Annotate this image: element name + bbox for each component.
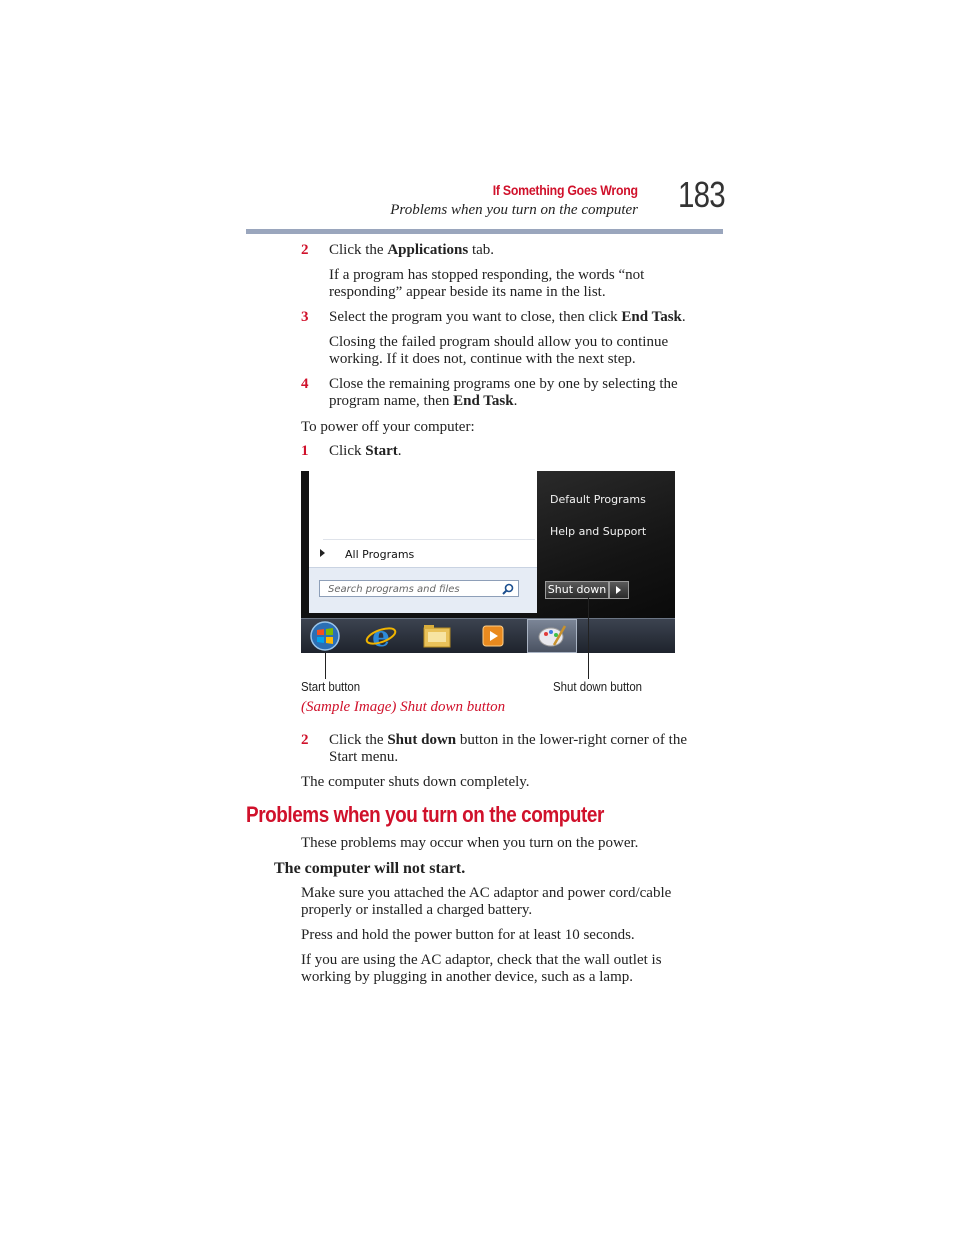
windows-start-orb-icon[interactable] (307, 621, 343, 651)
section-intro: These problems may occur when you turn on the power. (301, 835, 639, 851)
step-number: 4 (301, 376, 309, 392)
step-number: 3 (301, 309, 309, 325)
help-support-item[interactable]: Help and Support (550, 525, 647, 538)
start-menu-left-pane (309, 471, 537, 612)
shuts-down-text: The computer shuts down completely. (301, 774, 530, 790)
arrow-right-icon (320, 549, 325, 557)
paint-taskbar-button[interactable] (527, 619, 577, 653)
paragraph: If you are using the AC adaptor, check that the wall outlet is working by plugging in another device, such as a lamp. (301, 952, 662, 985)
internet-explorer-icon[interactable] (363, 621, 399, 651)
shut-down-options-button[interactable] (609, 581, 629, 599)
paragraph: Make sure you attached the AC adaptor and power cord/cable properly or installed a charged battery. (301, 885, 672, 918)
figure-caption: (Sample Image) Shut down button (301, 699, 506, 715)
shutdown-callout-line (588, 597, 589, 679)
step-text: Click the Applications tab. (329, 242, 495, 258)
step-text: Click Start. (329, 443, 402, 459)
note-closing-failed: Closing the failed program should allow you to continue working. If it does not, continue with the next step. (329, 334, 669, 367)
paint-icon (536, 623, 568, 649)
taskbar (301, 618, 675, 653)
power-off-intro: To power off your computer: (301, 419, 475, 435)
step-number: 1 (301, 443, 309, 459)
windows-explorer-icon[interactable] (419, 621, 455, 651)
subhead: The computer will not start. (274, 860, 466, 877)
search-icon (502, 583, 514, 595)
separator (323, 539, 535, 540)
start-menu-right-pane (537, 471, 675, 618)
start-button-callout: Start button (301, 679, 361, 694)
arrow-right-icon (616, 586, 621, 594)
header-rule (246, 229, 723, 234)
running-header-chapter: If Something Goes Wrong (493, 182, 638, 198)
search-placeholder: Search programs and files (328, 584, 460, 595)
step-text: Close the remaining programs one by one by selecting the program name, then End Task. (329, 376, 678, 409)
search-input[interactable] (319, 580, 519, 597)
step-text: Select the program you want to close, then click End Task. (329, 309, 686, 325)
step-text: Click the Shut down button in the lower-right corner of the Start menu. (329, 732, 688, 765)
note-not-responding: If a program has stopped responding, the words “not responding” appear beside its name in the list. (329, 267, 645, 300)
shut-down-button[interactable]: Shut down (545, 581, 609, 599)
shutdown-button-callout: Shut down button (553, 679, 643, 694)
step-number: 2 (301, 732, 309, 748)
svg-text:e: e (372, 621, 390, 651)
media-player-icon[interactable] (475, 621, 511, 651)
start-callout-line (325, 653, 326, 679)
all-programs-item[interactable]: All Programs (345, 548, 415, 561)
search-area (309, 567, 537, 613)
paragraph: Press and hold the power button for at least 10 seconds. (301, 927, 635, 943)
start-menu-screenshot (301, 471, 675, 653)
step-number: 2 (301, 242, 309, 258)
page-number: 183 (678, 174, 725, 215)
default-programs-item[interactable]: Default Programs (550, 493, 646, 506)
section-title: Problems when you turn on the computer (246, 802, 604, 827)
running-header-section: Problems when you turn on the computer (390, 202, 638, 218)
